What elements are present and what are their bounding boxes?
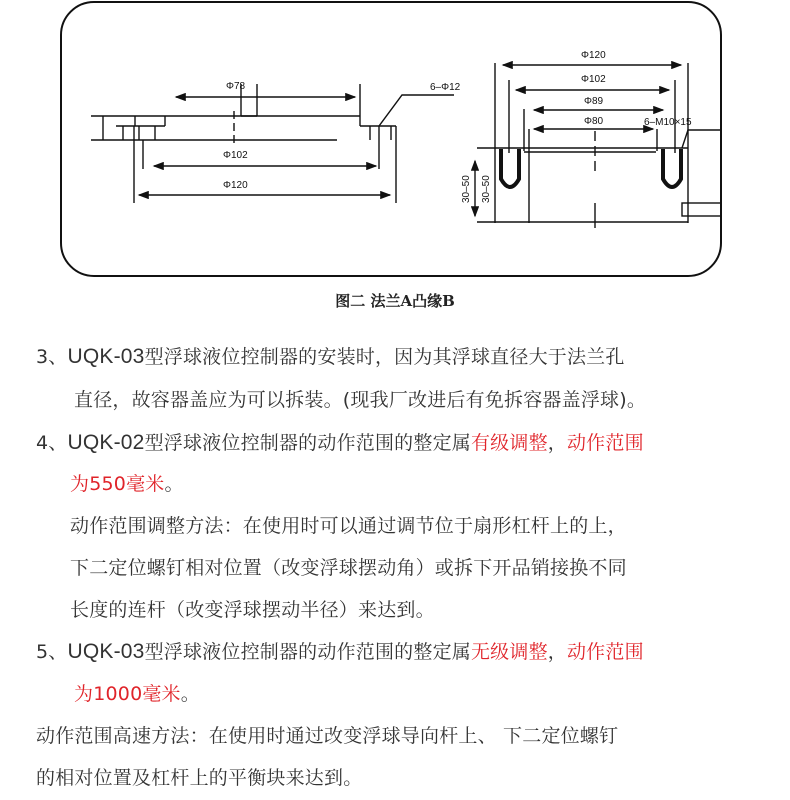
item4-method-line2: 下二定位螺钉相对位置（改变浮球摆动角）或拆下开品销接换不同 bbox=[70, 557, 627, 579]
item5-method-line2: 的相对位置及杠杆上的平衡块来达到。 bbox=[36, 767, 363, 789]
item3-text: 型浮球液位控制器的安装时，因为其浮球直径大于法兰孔 bbox=[144, 346, 625, 368]
item3-number: 3、 bbox=[36, 346, 68, 368]
item5-model: UQK-03 bbox=[67, 640, 145, 663]
item5-range-value: 为1000毫米 bbox=[74, 683, 181, 705]
item4-method-line1: 动作范围调整方法：在使用时可以通过调节位于扇形杠杆上的上， bbox=[70, 515, 627, 537]
item5-period: 。 bbox=[180, 683, 200, 705]
item4-method-line3: 长度的连杆（改变浮球摆动半径）来达到。 bbox=[70, 599, 435, 621]
dim-label-d89: Φ89 bbox=[584, 96, 604, 107]
dim-label-range-1: 30–50 bbox=[461, 175, 472, 203]
figure-drawing-frame bbox=[60, 1, 722, 277]
item5-comma: ， bbox=[547, 641, 567, 663]
dim-label-holes: 6–Φ12 bbox=[430, 82, 461, 93]
dim-label-d102-left: Φ102 bbox=[223, 150, 248, 161]
item5-range-label: 动作范围 bbox=[566, 641, 644, 663]
figure-caption: 图二 法兰A凸缘B bbox=[335, 292, 455, 310]
item4-adjust-type: 有级调整 bbox=[470, 432, 548, 454]
item3-line1 bbox=[36, 337, 625, 377]
item3-model: UQK-03 bbox=[67, 345, 145, 368]
item5-line1 bbox=[36, 632, 644, 672]
dim-label-d120-right: Φ120 bbox=[581, 50, 606, 61]
flange-a-drawing bbox=[91, 84, 454, 203]
item4-range-value: 为550毫米 bbox=[70, 473, 165, 495]
item4-number: 4、 bbox=[36, 432, 68, 454]
item5-number: 5、 bbox=[36, 641, 68, 663]
item4-line1 bbox=[36, 423, 644, 463]
item4-period: 。 bbox=[164, 473, 184, 495]
item4-comma: ， bbox=[547, 432, 567, 454]
dim-label-thread: 6–M10×15 bbox=[644, 117, 692, 128]
dim-label-range-2: 30–50 bbox=[481, 175, 492, 203]
flange-b-drawing bbox=[475, 63, 720, 228]
item4-line2 bbox=[70, 464, 184, 504]
flange-drawing bbox=[62, 3, 720, 275]
dim-label-d102-right: Φ102 bbox=[581, 74, 606, 85]
dim-label-d120-left: Φ120 bbox=[223, 180, 248, 191]
item4-text: 型浮球液位控制器的动作范围的整定属 bbox=[144, 432, 471, 454]
dim-label-d78: Φ78 bbox=[226, 81, 246, 92]
item5-line2 bbox=[74, 674, 200, 714]
item4-range-label: 动作范围 bbox=[566, 432, 644, 454]
item5-adjust-type: 无级调整 bbox=[470, 641, 548, 663]
item3-line2: 直径，故容器盖应为可以拆装。(现我厂改进后有免拆容器盖浮球)。 bbox=[74, 389, 647, 411]
item5-text: 型浮球液位控制器的动作范围的整定属 bbox=[144, 641, 471, 663]
item5-method-line1: 动作范围高速方法：在使用时通过改变浮球导向杆上、 下二定位螺钉 bbox=[36, 725, 619, 747]
item4-model: UQK-02 bbox=[67, 431, 145, 454]
dim-label-d80: Φ80 bbox=[584, 116, 604, 127]
